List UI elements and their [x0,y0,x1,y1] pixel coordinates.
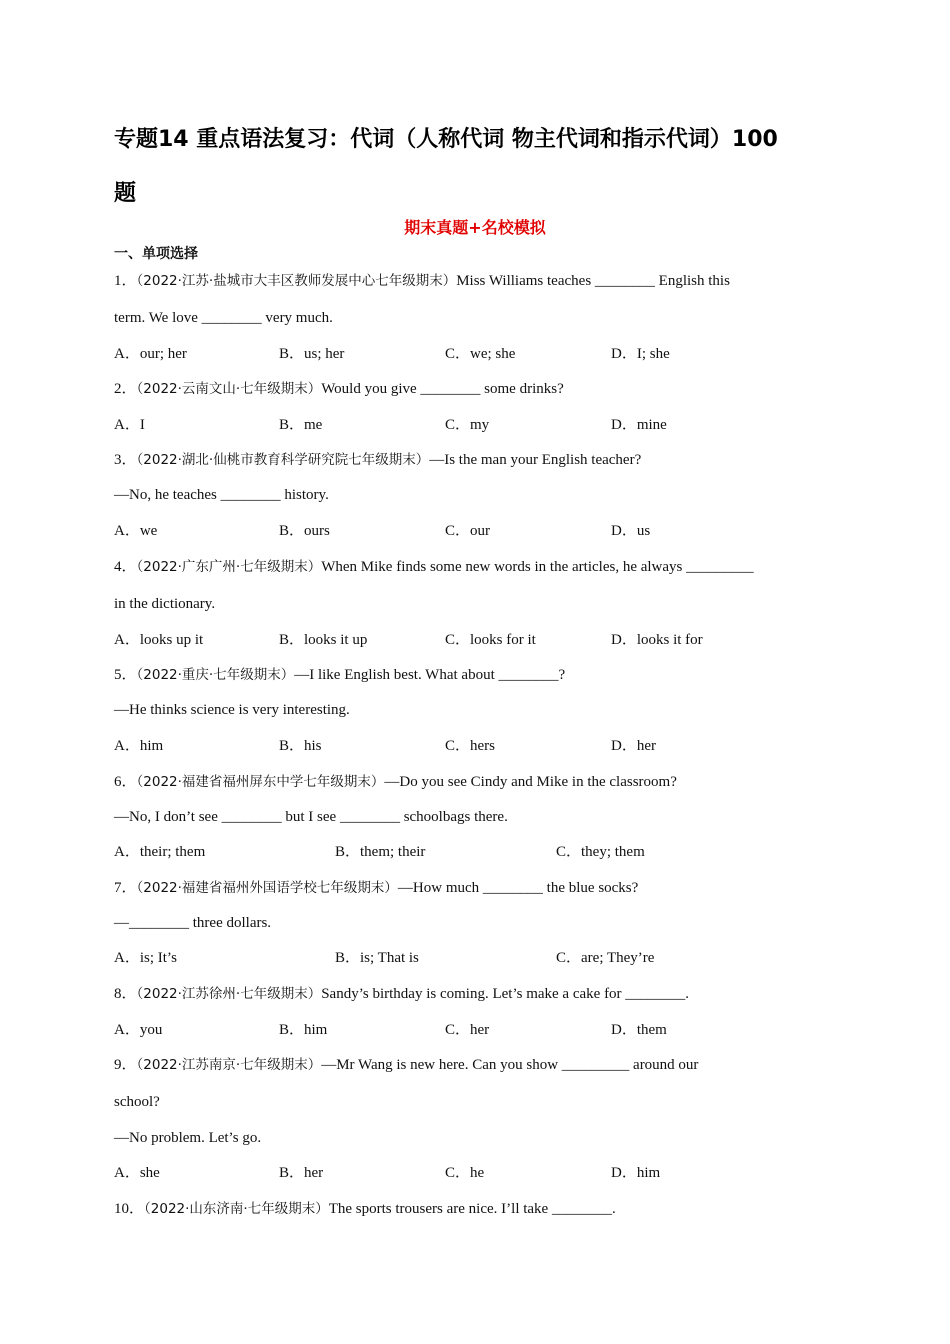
answer-option: C．they; them [556,844,645,860]
question-text: in the dictionary. [114,596,216,612]
question-5-line-1 [114,664,838,686]
question-7-line-1 [114,877,838,899]
question-2-line-1 [114,378,838,400]
question-8-line-1 [114,983,838,1005]
question-source: （2022·云南文山·七年级期末） [136,381,322,397]
answer-option: A．we [114,523,158,539]
question-9-line-1 [114,1054,838,1076]
question-5-options [114,735,838,757]
answer-option: C．our [445,523,491,539]
question-2-options [114,414,838,436]
answer-option: A．looks up it [114,632,204,648]
question-9-options [114,1162,838,1184]
question-7-options [114,947,838,969]
question-source: （2022·福建省福州外国语学校七年级期末） [136,880,398,896]
question-number: 4． [114,559,137,575]
question-source: （2022·广东广州·七年级期末） [136,559,322,575]
answer-option: C．hers [445,738,495,754]
question-8-options [114,1019,838,1041]
answer-option: C．her [445,1022,490,1038]
question-text: —Mr Wang is new here. Can you show _________ around our [321,1057,699,1073]
section-heading: 一、单项选择 [114,246,198,262]
answer-option: D．us [611,523,651,539]
answer-option: C．he [445,1165,485,1181]
answer-option: D．her [611,738,656,754]
question-4-line-2 [114,593,838,615]
question-text: —No, he teaches ________ history. [114,487,329,503]
question-text: term. We love ________ very much. [114,310,333,326]
question-text: school? [114,1094,160,1110]
answer-option: D．mine [611,417,667,433]
question-number: 2． [114,381,137,397]
question-text: Sandy’s birthday is coming. Let’s make a cake for ________. [321,986,690,1002]
question-text: —How much ________ the blue socks? [397,880,639,896]
question-1-line-1 [114,270,838,292]
question-9-line-2 [114,1091,838,1113]
page-title-line-2: 题 [114,181,137,206]
answer-option: A．she [114,1165,160,1181]
answer-option: B．is; That is [335,950,419,966]
answer-option: B．them; their [335,844,426,860]
answer-option: A．you [114,1022,163,1038]
question-number: 3． [114,452,137,468]
question-3-line-1 [114,449,838,471]
question-number: 9． [114,1057,137,1073]
answer-option: A．him [114,738,164,754]
question-6-options [114,841,838,863]
question-3-options [114,520,838,542]
question-number: 10． [114,1201,145,1217]
answer-option: C．are; They’re [556,950,655,966]
question-5-line-2 [114,699,838,721]
question-text: —Is the man your English teacher? [429,452,642,468]
question-source: （2022·福建省福州屏东中学七年级期末） [136,774,385,790]
answer-option: A．is; It’s [114,950,177,966]
question-text: —I like English best. What about ________? [294,667,566,683]
answer-option: C．looks for it [445,632,536,648]
question-text: Would you give ________ some drinks? [321,381,564,397]
question-text: —No, I don’t see ________ but I see ________ schoolbags there. [114,809,508,825]
answer-option: A．our; her [114,346,187,362]
answer-option: D．looks it for [611,632,703,648]
question-source: （2022·江苏·盐城市大丰区教师发展中心七年级期末） [136,273,457,289]
question-1-options [114,343,838,365]
answer-option: B．her [279,1165,324,1181]
question-number: 5． [114,667,137,683]
question-7-line-2 [114,912,838,934]
question-9-line-3 [114,1127,838,1149]
question-source: （2022·江苏徐州·七年级期末） [136,986,322,1002]
question-4-line-1 [114,556,838,578]
answer-option: D．them [611,1022,667,1038]
question-text: Miss Williams teaches ________ English this [456,273,730,289]
page-title-line-1: 专题14 重点语法复习：代词（人称代词 物主代词和指示代词）100 [114,127,778,152]
answer-option: B．his [279,738,322,754]
question-6-line-1 [114,771,838,793]
answer-option: D．I; she [611,346,670,362]
question-4-options [114,629,838,651]
answer-option: B．ours [279,523,330,539]
answer-option: A．their; them [114,844,206,860]
page-subtitle: 期末真题+名校模拟 [404,218,546,237]
question-source: （2022·江苏南京·七年级期末） [136,1057,322,1073]
question-text: When Mike finds some new words in the articles, he always _________ [321,559,754,575]
question-number: 6． [114,774,137,790]
question-text: —No problem. Let’s go. [114,1130,262,1146]
answer-option: B．him [279,1022,328,1038]
question-6-line-2 [114,806,838,828]
answer-option: D．him [611,1165,661,1181]
question-number: 1． [114,273,137,289]
question-1-line-2 [114,307,838,329]
question-10-line-1 [114,1198,838,1220]
question-source: （2022·重庆·七年级期末） [136,667,295,683]
question-number: 7． [114,880,137,896]
question-3-line-2 [114,484,838,506]
question-source: （2022·湖北·仙桃市教育科学研究院七年级期末） [136,452,430,468]
question-text: —Do you see Cindy and Mike in the classroom? [384,774,677,790]
answer-option: B．looks it up [279,632,368,648]
question-number: 8． [114,986,137,1002]
question-text: The sports trousers are nice. I’ll take ________. [328,1201,616,1217]
answer-option: B．us; her [279,346,345,362]
question-text: —He thinks science is very interesting. [114,702,350,718]
question-text: —________ three dollars. [114,915,272,931]
answer-option: A．I [114,417,145,433]
answer-option: C．we; she [445,346,516,362]
answer-option: B．me [279,417,323,433]
question-source: （2022·山东济南·七年级期末） [144,1201,329,1217]
answer-option: C．my [445,417,490,433]
